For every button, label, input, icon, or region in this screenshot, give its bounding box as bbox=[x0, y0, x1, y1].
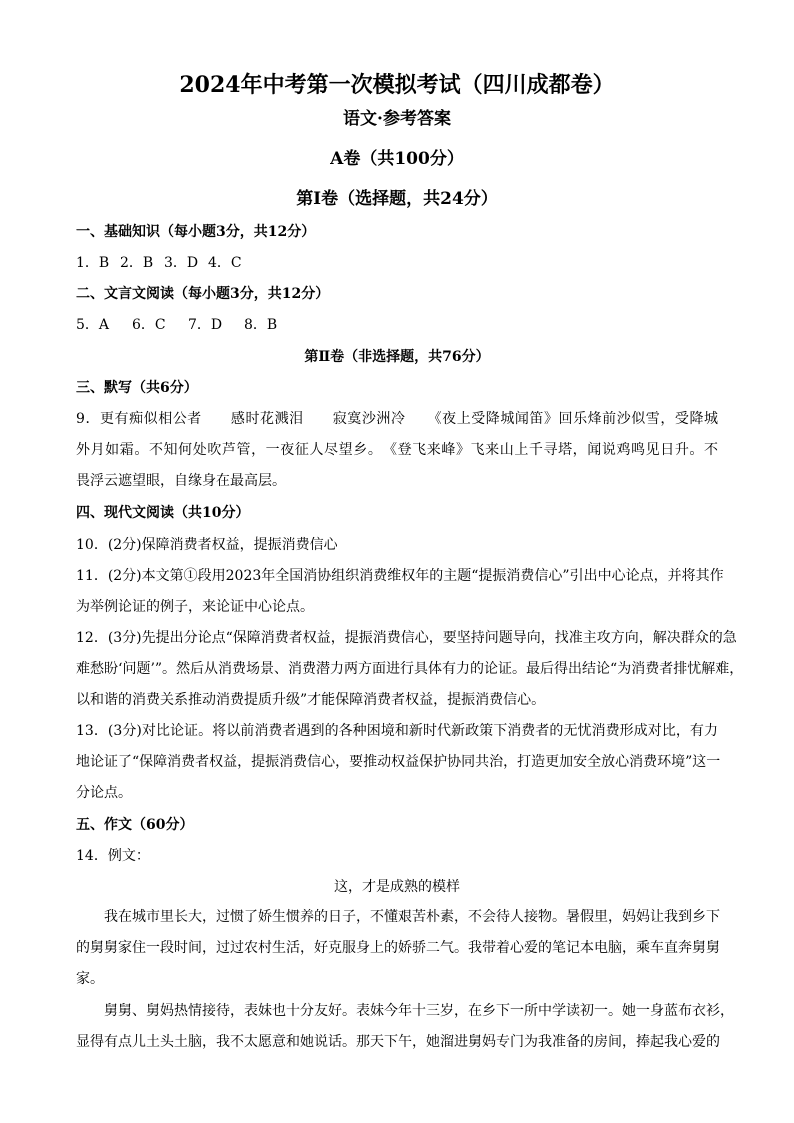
volume-2-heading: 第Ⅱ卷（非选择题，共76分） bbox=[304, 349, 490, 365]
q5-heading: 五、作文（60分） bbox=[76, 817, 194, 833]
essay-line: 显得有点儿土头土脑，我不太愿意和她说话。那天下午，她溜进舅妈专门为我准备的房间，捧起我心爱的 bbox=[76, 1034, 720, 1050]
answer-4: 4．C bbox=[208, 255, 242, 271]
answer-7: 7．D bbox=[188, 317, 223, 333]
answer-3: 3．D bbox=[164, 255, 199, 271]
q4-line: 地论证了“保障消费者权益，提振消费信心，要推动权益保护协同共治，打造更加安全放心消费环境”这一 bbox=[76, 754, 721, 770]
q5-intro: 14．例文： bbox=[76, 848, 150, 864]
essay-line: 我在城市里长大，过惯了娇生惯养的日子，不懂艰苦朴素，不会待人接物。暑假里，妈妈让我到乡下 bbox=[76, 909, 720, 925]
section-a-heading: A卷（共100分） bbox=[330, 149, 464, 169]
answer-2: 2．B bbox=[120, 255, 154, 271]
q2-answers bbox=[76, 315, 277, 335]
volume-1-heading: 第Ⅰ卷（选择题，共24分） bbox=[296, 189, 498, 209]
essay-line: 家。 bbox=[76, 971, 104, 987]
answer-6: 6．C bbox=[132, 317, 166, 333]
q3-line: 畏浮云遮望眼，自缘身在最高层。 bbox=[76, 473, 286, 489]
q3-heading: 三、默写（共6分） bbox=[76, 380, 198, 396]
page-title: 2024年中考第一次模拟考试（四川成都卷） bbox=[179, 72, 615, 98]
q4-line: 10．(2分)保障消费者权益，提振消费信心 bbox=[76, 537, 338, 553]
q4-line: 分论点。 bbox=[76, 785, 132, 801]
q4-line: 12．(3分)先提出分论点“保障消费者权益，提振消费信心，要坚持问题导向，找准主攻方向，解决群众的急 bbox=[76, 630, 737, 646]
page-subtitle: 语文·参考答案 bbox=[343, 109, 451, 129]
essay-line: 的舅舅家住一段时间，过过农村生活，好克服身上的娇骄二气。我带着心爱的笔记本电脑，乘车直奔舅舅 bbox=[76, 940, 720, 956]
q4-line: 13．(3分)对比论证。将以前消费者遇到的各种困境和新时代新政策下消费者的无忧消费形成对比，有力 bbox=[76, 723, 718, 739]
q4-line: 11．(2分)本文第①段用2023年全国消协组织消费维权年的主题“提振消费信心”引出中心论点，并将其作 bbox=[76, 568, 724, 584]
q4-line: 以和谐的消费关系推动消费提质升级”才能保障消费者权益，提振消费信心。 bbox=[76, 692, 546, 708]
q4-line: 为举例论证的例子，来论证中心论点。 bbox=[76, 599, 314, 615]
q4-line: 难愁盼‘问题’”。然后从消费场景、消费潜力两方面进行具体有力的论证。最后得出结论“为消费者排忧解难， bbox=[76, 661, 744, 677]
q1-answers bbox=[76, 253, 242, 273]
q3-line: 外月如霜。不知何处吹芦管，一夜征人尽望乡。 《登飞来峰》飞来山上千寻塔，闻说鸡鸣见日升。不 bbox=[76, 442, 718, 458]
q3-line: 9．更有痴似相公者 感时花溅泪 寂寞沙洲冷 《夜上受降城闻笛》回乐烽前沙似雪，受降城 bbox=[76, 411, 718, 427]
q4-heading: 四、现代文阅读（共10分） bbox=[76, 505, 250, 521]
essay-title: 这，才是成熟的模样 bbox=[334, 879, 460, 895]
q2-heading: 二、文言文阅读（每小题3分，共12分） bbox=[76, 286, 330, 302]
essay-line: 舅舅、舅妈热情接待，表妹也十分友好。表妹今年十三岁，在乡下一所中学读初一。她一身蓝布衣衫， bbox=[76, 1003, 734, 1019]
answer-5: 5．A bbox=[76, 317, 110, 333]
q1-heading: 一、基础知识（每小题3分，共12分） bbox=[76, 224, 316, 240]
answer-1: 1．B bbox=[76, 255, 110, 271]
answer-8: 8．B bbox=[244, 317, 278, 333]
